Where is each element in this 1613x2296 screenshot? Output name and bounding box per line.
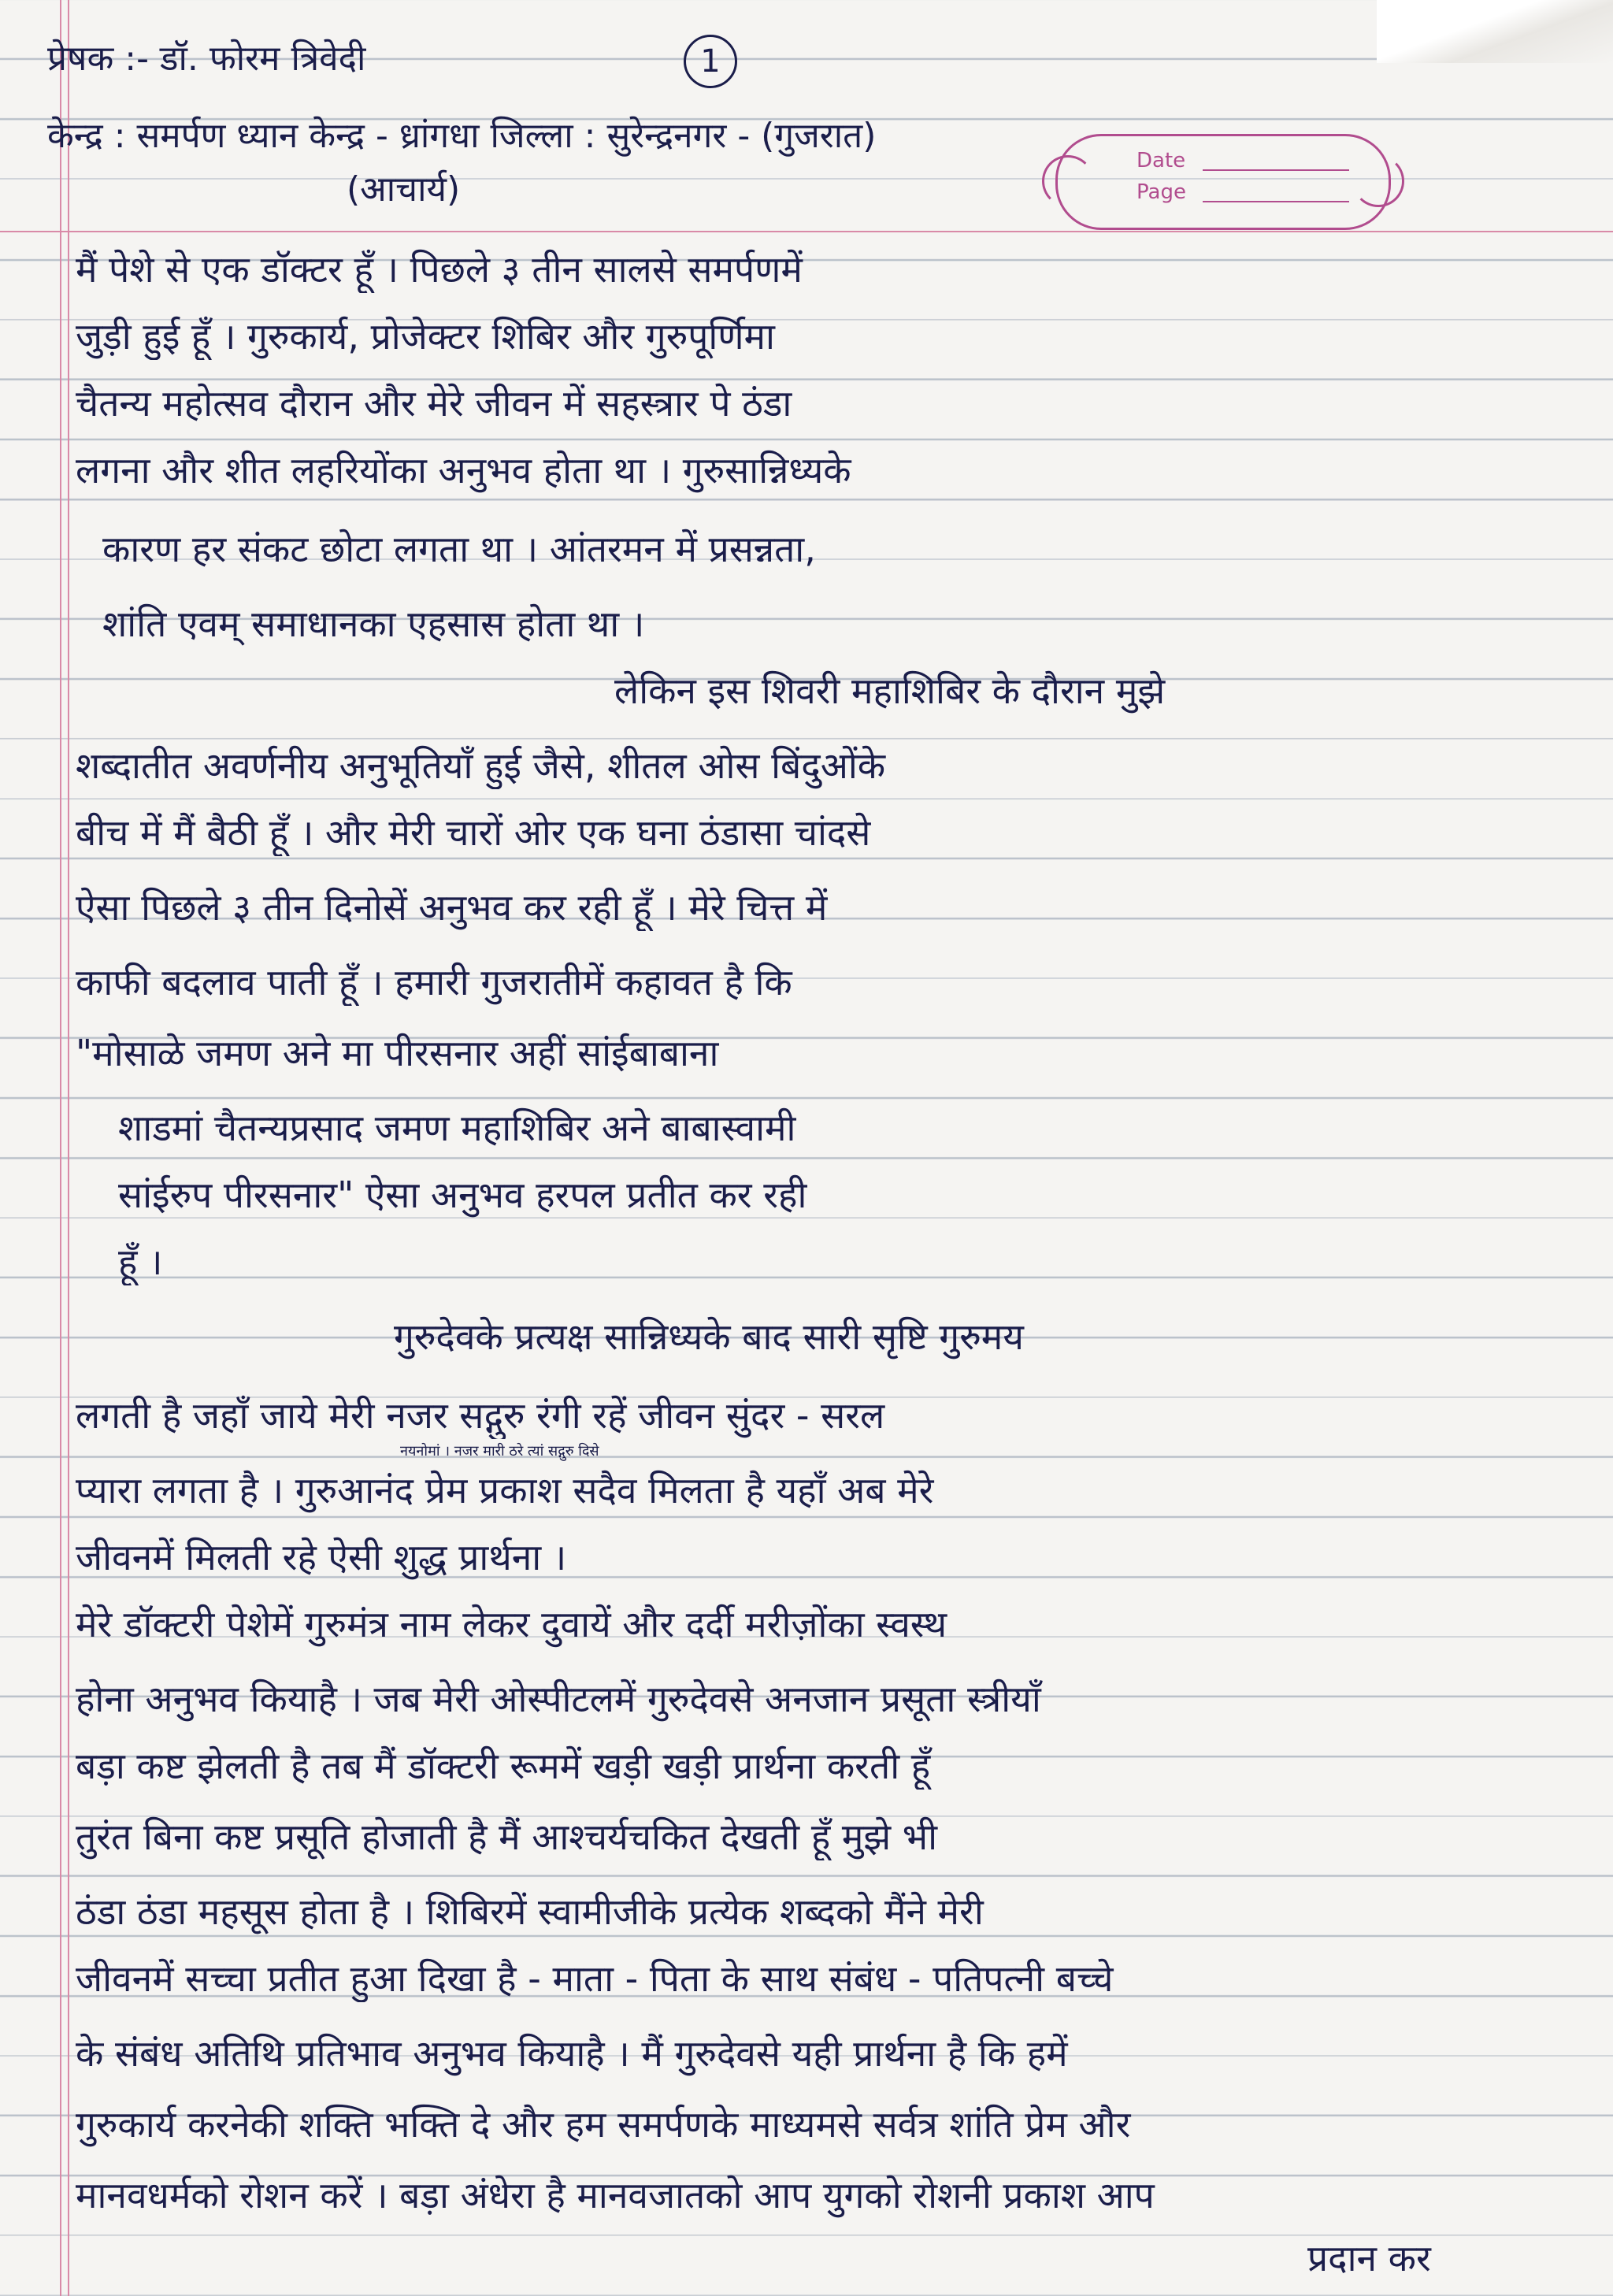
stamp-page-rule: [1203, 201, 1349, 202]
body-line: कारण हर संकट छोटा लगता था । आंतरमन में प्रसन्नता,: [102, 528, 816, 570]
body-line: लेकिन इस शिवरी महाशिबिर के दौरान मुझे: [614, 670, 1166, 712]
date-page-stamp: [1055, 134, 1391, 230]
body-line: लगती है जहाँ जाये मेरी नजर सद्गुरु रंगी रहें जीवन सुंदर - सरल: [76, 1394, 885, 1437]
body-line: प्रदान कर: [1307, 2237, 1431, 2279]
stamp-date-label: Date: [1137, 149, 1186, 172]
body-line: शब्दातीत अवर्णनीय अनुभूतियाँ हुई जैसे, शीतल ओस बिंदुओंके: [76, 744, 886, 787]
role-line: (आचार्य): [347, 169, 461, 210]
body-line: "मोसाळे जमण अने मा पीरसनार अहीं सांईबाबाना: [76, 1032, 719, 1074]
body-line: बीच में मैं बैठी हूँ । और मेरी चारों ओर एक घना ठंडासा चांदसे: [76, 811, 871, 854]
body-line: मेरे डॉक्टरी पेशेमें गुरुमंत्र नाम लेकर दुवायें और दर्दी मरीज़ोंका स्वस्थ: [76, 1603, 947, 1645]
margin-line: [60, 0, 61, 2296]
body-line: शांति एवम् समाधानका एहसास होता था ।: [102, 603, 645, 645]
page-number: 1: [684, 35, 737, 88]
body-line: के संबंध अतिथि प्रतिभाव अनुभव कियाहै । मैं गुरुदेवसे यही प्रार्थना है कि हमें: [76, 2032, 1068, 2075]
body-line: शाडमां चैतन्यप्रसाद जमण महाशिबिर अने बाबास्वामी: [118, 1107, 796, 1149]
body-line: होना अनुभव कियाहै । जब मेरी ओस्पीटलमें गुरुदेवसे अनजान प्रसूता स्त्रीयाँ: [76, 1678, 1041, 1720]
stamp-date-row: [1137, 149, 1349, 176]
body-line: गुरुदेवके प्रत्यक्ष सान्निध्यके बाद सारी सृष्टि गुरुमय: [394, 1315, 1024, 1358]
body-line: काफी बदलाव पाती हूँ । हमारी गुजरातीमें कहावत है कि: [76, 961, 792, 1003]
body-line: सांईरुप पीरसनार" ऐसा अनुभव हरपल प्रतीत कर रही: [118, 1174, 807, 1216]
body-line: बड़ा कष्ट झेलती है तब मैं डॉक्टरी रूममें खड़ी खड़ी प्रार्थना करती हूँ: [76, 1745, 931, 1787]
body-line: चैतन्य महोत्सव दौरान और मेरे जीवन में सहस्त्रार पे ठंडा: [76, 382, 792, 425]
margin-note: नयनोमां । नजर मारी ठरे त्यां सद्गुरु दिसे: [400, 1443, 599, 1460]
stamp-arrow-right-icon: [1352, 155, 1404, 207]
body-line: गुरुकार्य करनेकी शक्ति भक्ति दे और हम समर्पणके माध्यमसे सर्वत्र शांति प्रेम और: [76, 2103, 1131, 2146]
body-line: जीवनमें मिलती रहे ऐसी शुद्ध प्रार्थना ।: [76, 1536, 567, 1578]
body-line: लगना और शीत लहरियोंका अनुभव होता था । गुरुसान्निध्यके: [76, 449, 851, 491]
header-rule: [0, 231, 1613, 232]
stamp-date-rule: [1203, 169, 1349, 171]
body-line: मैं पेशे से एक डॉक्टर हूँ । पिछले ३ तीन सालसे समर्पणमें: [76, 248, 803, 291]
body-line: ठंडा ठंडा महसूस होता है । शिबिरमें स्वामीजीके प्रत्येक शब्दको मैंने मेरी: [76, 1890, 984, 1933]
body-line: ऐसा पिछले ३ तीन दिनोसें अनुभव कर रही हूँ । मेरे चित्त में: [76, 886, 828, 929]
centre-line: केन्द्र : समर्पण ध्यान केन्द्र - ध्रांगधा जिल्ला : सुरेन्द्रनगर - (गुजरात): [47, 116, 877, 156]
stamp-arrow-left-icon: [1042, 155, 1094, 207]
body-line: तुरंत बिना कष्ट प्रसूति होजाती है मैं आश्चर्यचकित देखती हूँ मुझे भी: [76, 1816, 938, 1858]
body-line: जीवनमें सच्चा प्रतीत हुआ दिखा है - माता - पिता के साथ संबंध - पतिपत्नी बच्चे: [76, 1957, 1114, 2000]
body-line: मानवधर्मको रोशन करें । बड़ा अंधेरा है मानवजातको आप युगको रोशनी प्रकाश आप: [76, 2174, 1155, 2216]
margin-line: [68, 0, 69, 2296]
body-line: जुड़ी हुई हूँ । गुरुकार्य, प्रोजेक्टर शिबिर और गुरुपूर्णिमा: [76, 315, 775, 358]
body-line: हूँ ।: [118, 1241, 163, 1283]
stamp-page-row: [1137, 180, 1349, 207]
sender-line: प्रेषक :- डॉ. फोरम त्रिवेदी: [47, 39, 366, 79]
body-line: प्यारा लगता है । गुरुआनंद प्रेम प्रकाश सदैव मिलता है यहाँ अब मेरे: [76, 1469, 934, 1512]
stamp-page-label: Page: [1137, 180, 1186, 204]
